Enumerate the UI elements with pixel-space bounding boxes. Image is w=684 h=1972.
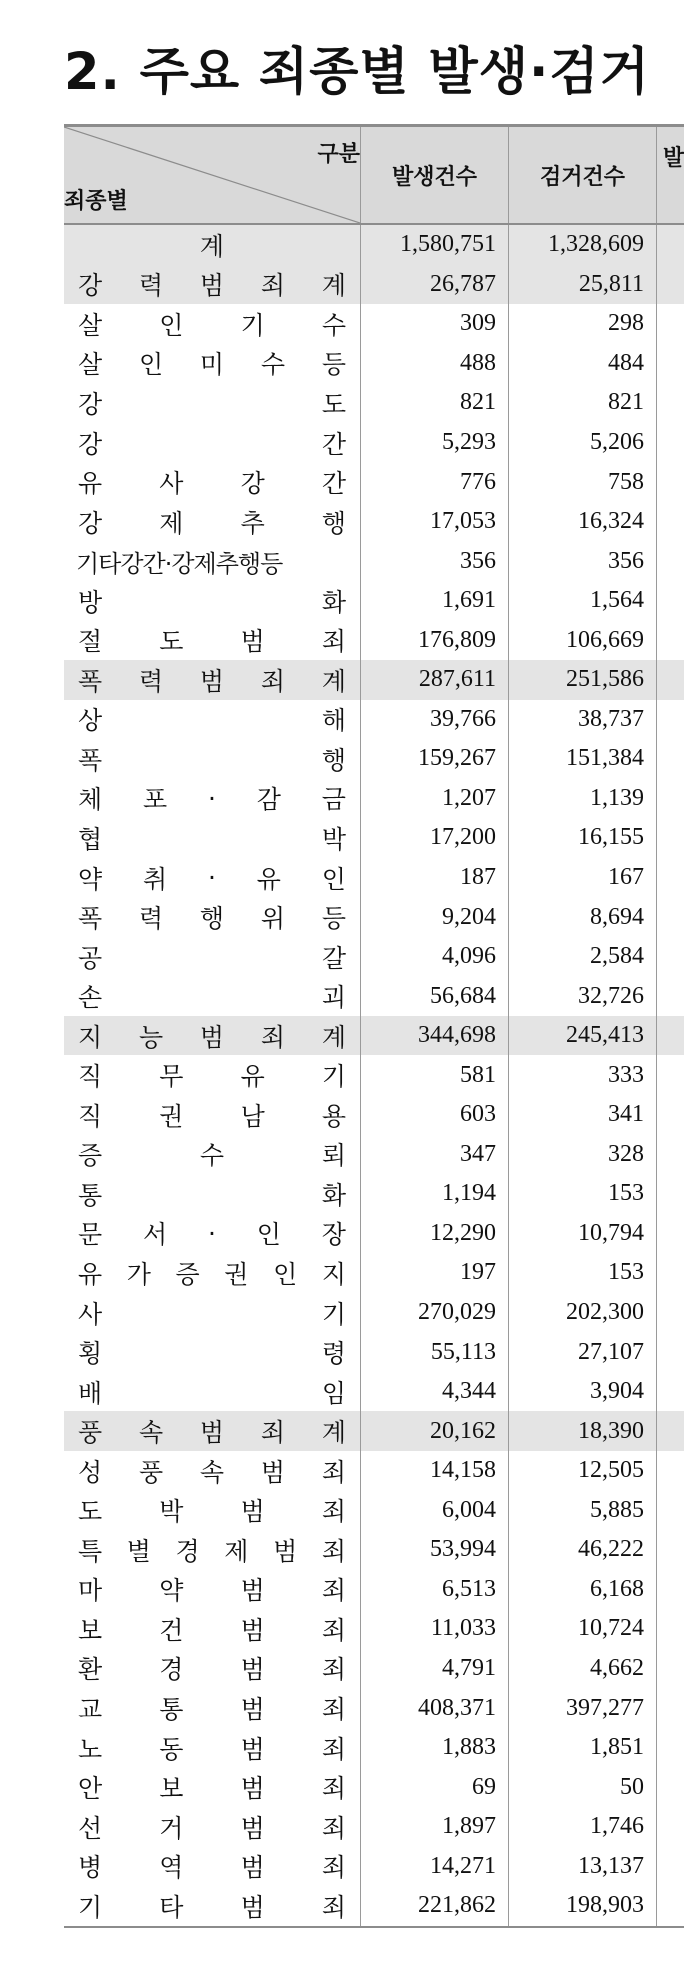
occurrence-count: 1,897 [442,1813,496,1840]
arrest-count: 333 [608,1061,644,1088]
occurrence-count: 69 [472,1773,496,1800]
crime-type-label: 증 수 뢰 [78,1141,346,1171]
arrest-count: 198,903 [566,1892,644,1919]
occurrence-count: 55,113 [430,1338,496,1365]
table-header [64,124,684,225]
table-row [64,304,684,344]
crime-type-label: 교 통 범 죄 [78,1695,346,1724]
arrest-count: 397,277 [566,1694,644,1721]
crime-type-label: 통 화 [78,1180,346,1210]
occurrence-count: 53,994 [430,1536,496,1563]
occurrence-count: 12,290 [430,1219,496,1246]
arrest-count: 10,794 [578,1219,644,1246]
column-divider [508,225,509,1926]
table-row [64,858,684,898]
table-row [64,1451,684,1491]
table-row [64,1728,684,1768]
arrest-count: 251,586 [566,666,644,693]
occurrence-count: 176,809 [418,626,496,653]
table-row [64,1372,684,1412]
table-row [64,897,684,937]
arrest-count: 46,222 [578,1536,644,1563]
occurrence-count: 20,162 [430,1417,496,1444]
occurrence-count: 5,293 [442,429,496,455]
occurrence-count: 309 [460,310,496,337]
crime-type-label: 배 임 [78,1378,346,1408]
crime-type-label: 보 건 범 죄 [78,1615,346,1645]
arrest-count: 16,324 [578,508,644,535]
occurrence-count: 488 [460,349,496,376]
crime-type-label: 환 경 범 죄 [78,1655,346,1685]
occurrence-count: 4,344 [442,1378,496,1405]
occurrence-count: 6,513 [442,1575,496,1602]
crime-type-label: 상 해 [78,706,346,736]
arrest-count: 758 [608,468,644,495]
arrest-count: 1,328,609 [548,231,644,258]
crime-statistics-table [64,124,684,1926]
table-row [64,581,684,621]
table-row [64,1688,684,1728]
occurrence-count: 347 [460,1140,496,1167]
table-row [64,937,684,977]
table-row [64,1807,684,1847]
header-corner-top-label: 구분 [317,142,360,167]
table-row [64,818,684,858]
arrest-count: 153 [608,1180,644,1207]
arrest-count: 5,885 [590,1496,644,1523]
occurrence-count: 14,271 [430,1852,496,1879]
occurrence-count: 776 [460,468,496,495]
occurrence-count: 344,698 [418,1022,496,1049]
header-corner-bottom-label: 죄종별 [64,189,128,214]
crime-type-label: 강 도 [78,389,346,419]
table-row [64,1253,684,1293]
crime-type-label: 사 기 [78,1299,346,1329]
occurrence-count: 408,371 [418,1694,496,1721]
crime-type-label: 횡 령 [78,1339,346,1369]
arrest-count: 151,384 [566,745,644,772]
page-title: 2. 주요 죄종별 발생·검거 [64,43,650,102]
occurrence-count: 1,691 [442,587,496,614]
table-row [64,1530,684,1570]
occurrence-count: 287,611 [418,666,496,693]
table-row [64,1570,684,1610]
occurrence-count: 603 [460,1101,496,1128]
crime-type-label: 병 역 범 죄 [78,1853,346,1883]
table-row [64,383,684,423]
crime-type-label: 계 [199,231,225,261]
arrest-count: 5,206 [590,429,644,455]
table-row [64,1886,684,1926]
crime-type-label: 손 괴 [78,983,346,1013]
arrest-count: 3,904 [590,1378,644,1405]
crime-type-label: 마 약 범 죄 [78,1576,346,1606]
table-row [64,1846,684,1886]
arrest-count: 50 [620,1773,644,1800]
table-subtotal-row [64,1016,684,1056]
crime-type-label: 살 인 미 수 등 [78,350,346,380]
occurrence-count: 187 [460,864,496,891]
crime-type-label: 유 사 강 간 [78,469,346,499]
occurrence-count: 197 [460,1259,496,1286]
header-corner-cell [64,127,360,223]
table-subtotal-row [64,1411,684,1451]
column-divider [656,225,657,1926]
arrest-count: 16,155 [578,824,644,851]
arrest-count: 25,811 [578,270,644,297]
crime-type-label: 직 권 남 용 [78,1101,346,1131]
arrest-count: 4,662 [590,1654,644,1681]
occurrence-count: 56,684 [430,982,496,1009]
table-row [64,1609,684,1649]
table-row [64,541,684,581]
occurrence-count: 821 [460,389,496,416]
arrest-count: 153 [608,1259,644,1286]
arrest-count: 821 [608,389,644,416]
crime-type-label: 유 가 증 권 인 지 [78,1259,346,1289]
arrest-count: 6,168 [590,1575,644,1602]
table-row [64,1214,684,1254]
crime-type-label: 노 동 범 죄 [78,1734,346,1764]
table-subtotal-row [64,225,684,265]
occurrence-count: 1,207 [442,784,496,811]
crime-type-label: 폭 행 [78,745,346,775]
crime-type-label: 폭 력 행 위 등 [78,904,346,934]
table-row [64,1095,684,1135]
occurrence-count: 221,862 [418,1892,496,1919]
occurrence-count: 1,194 [442,1180,496,1207]
crime-type-label: 도 박 범 죄 [78,1497,346,1527]
crime-type-label: 문 서 · 인 장 [78,1218,346,1250]
table-row [64,1135,684,1175]
table-bottom-border [64,1926,684,1928]
crime-type-label: 협 박 [78,824,346,854]
crime-type-label: 선 거 범 죄 [78,1813,346,1843]
arrest-count: 12,505 [578,1457,644,1484]
occurrence-count: 6,004 [442,1496,496,1523]
arrest-count: 328 [608,1140,644,1167]
crime-type-label: 폭 력 범 죄 계 [78,666,346,696]
table-row [64,1332,684,1372]
crime-type-label: 안 보 범 죄 [78,1774,346,1804]
arrest-count: 1,746 [590,1813,644,1840]
occurrence-count: 26,787 [430,270,496,297]
table-row [64,462,684,502]
crime-type-label: 풍 속 범 죄 계 [78,1418,346,1448]
table-row [64,423,684,463]
table-row [64,620,684,660]
header-partial-column: 발 [663,146,684,171]
arrest-count: 8,694 [590,903,644,930]
header-occurrence: 발생건수 [391,164,477,190]
crime-type-label: 성 풍 속 범 죄 [78,1457,346,1487]
crime-type-label: 방 화 [78,587,346,617]
crime-type-label: 기 타 범 죄 [78,1892,346,1922]
table-row [64,1293,684,1333]
occurrence-count: 270,029 [418,1299,496,1326]
arrest-count: 1,139 [590,784,644,811]
arrest-count: 2,584 [590,943,644,970]
arrest-count: 18,390 [578,1417,644,1444]
arrest-count: 38,737 [578,705,644,732]
crime-type-label: 강 력 범 죄 계 [78,271,346,301]
occurrence-count: 17,053 [430,508,496,535]
arrest-count: 484 [608,349,644,376]
occurrence-count: 14,158 [430,1457,496,1484]
arrest-count: 167 [608,864,644,891]
table-body [64,225,684,1926]
occurrence-count: 581 [460,1061,496,1088]
arrest-count: 245,413 [566,1022,644,1049]
crime-type-label: 지 능 범 죄 계 [78,1022,346,1052]
arrest-count: 356 [608,547,644,574]
crime-type-label: 특 별 경 제 범 죄 [78,1536,346,1566]
arrest-count: 27,107 [578,1338,644,1365]
occurrence-count: 39,766 [430,705,496,732]
occurrence-count: 159,267 [418,745,496,772]
arrest-count: 106,669 [566,626,644,653]
crime-type-label: 직 무 유 기 [78,1062,346,1092]
crime-type-label: 강 제 추 행 [78,508,346,538]
crime-type-label: 살 인 기 수 [78,310,346,340]
occurrence-count: 1,883 [442,1734,496,1761]
arrest-count: 13,137 [578,1852,644,1879]
arrest-count: 298 [608,310,644,337]
table-row [64,1767,684,1807]
table-row [64,344,684,384]
crime-type-label: 절 도 범 죄 [78,627,346,657]
column-divider [360,225,361,1926]
arrest-count: 341 [608,1101,644,1128]
header-arrest: 검거건수 [539,164,625,190]
occurrence-count: 9,204 [442,903,496,930]
crime-type-label: 공 갈 [78,943,346,973]
table-row [64,1649,684,1689]
table-subtotal-row [64,265,684,305]
arrest-count: 1,851 [590,1734,644,1761]
arrest-count: 1,564 [590,587,644,614]
occurrence-count: 4,096 [442,943,496,970]
crime-type-label: 약 취 · 유 인 [78,863,346,894]
occurrence-count: 1,580,751 [400,231,496,258]
occurrence-count: 11,033 [430,1615,496,1642]
table-row [64,1174,684,1214]
arrest-count: 32,726 [578,982,644,1009]
arrest-count: 10,724 [578,1615,644,1642]
crime-type-label: 체 포 · 감 금 [78,783,346,815]
crime-type-label: 강 간 [78,429,346,459]
table-row [64,700,684,740]
table-row [64,976,684,1016]
table-row [64,1491,684,1531]
crime-type-label: 기타강간·강제추행등 [76,549,283,578]
table-subtotal-row [64,660,684,700]
occurrence-count: 4,791 [442,1654,496,1681]
occurrence-count: 17,200 [430,824,496,851]
table-row [64,739,684,779]
table-row [64,502,684,542]
table-row [64,779,684,819]
arrest-count: 202,300 [566,1299,644,1326]
occurrence-count: 356 [460,547,496,574]
table-row [64,1055,684,1095]
